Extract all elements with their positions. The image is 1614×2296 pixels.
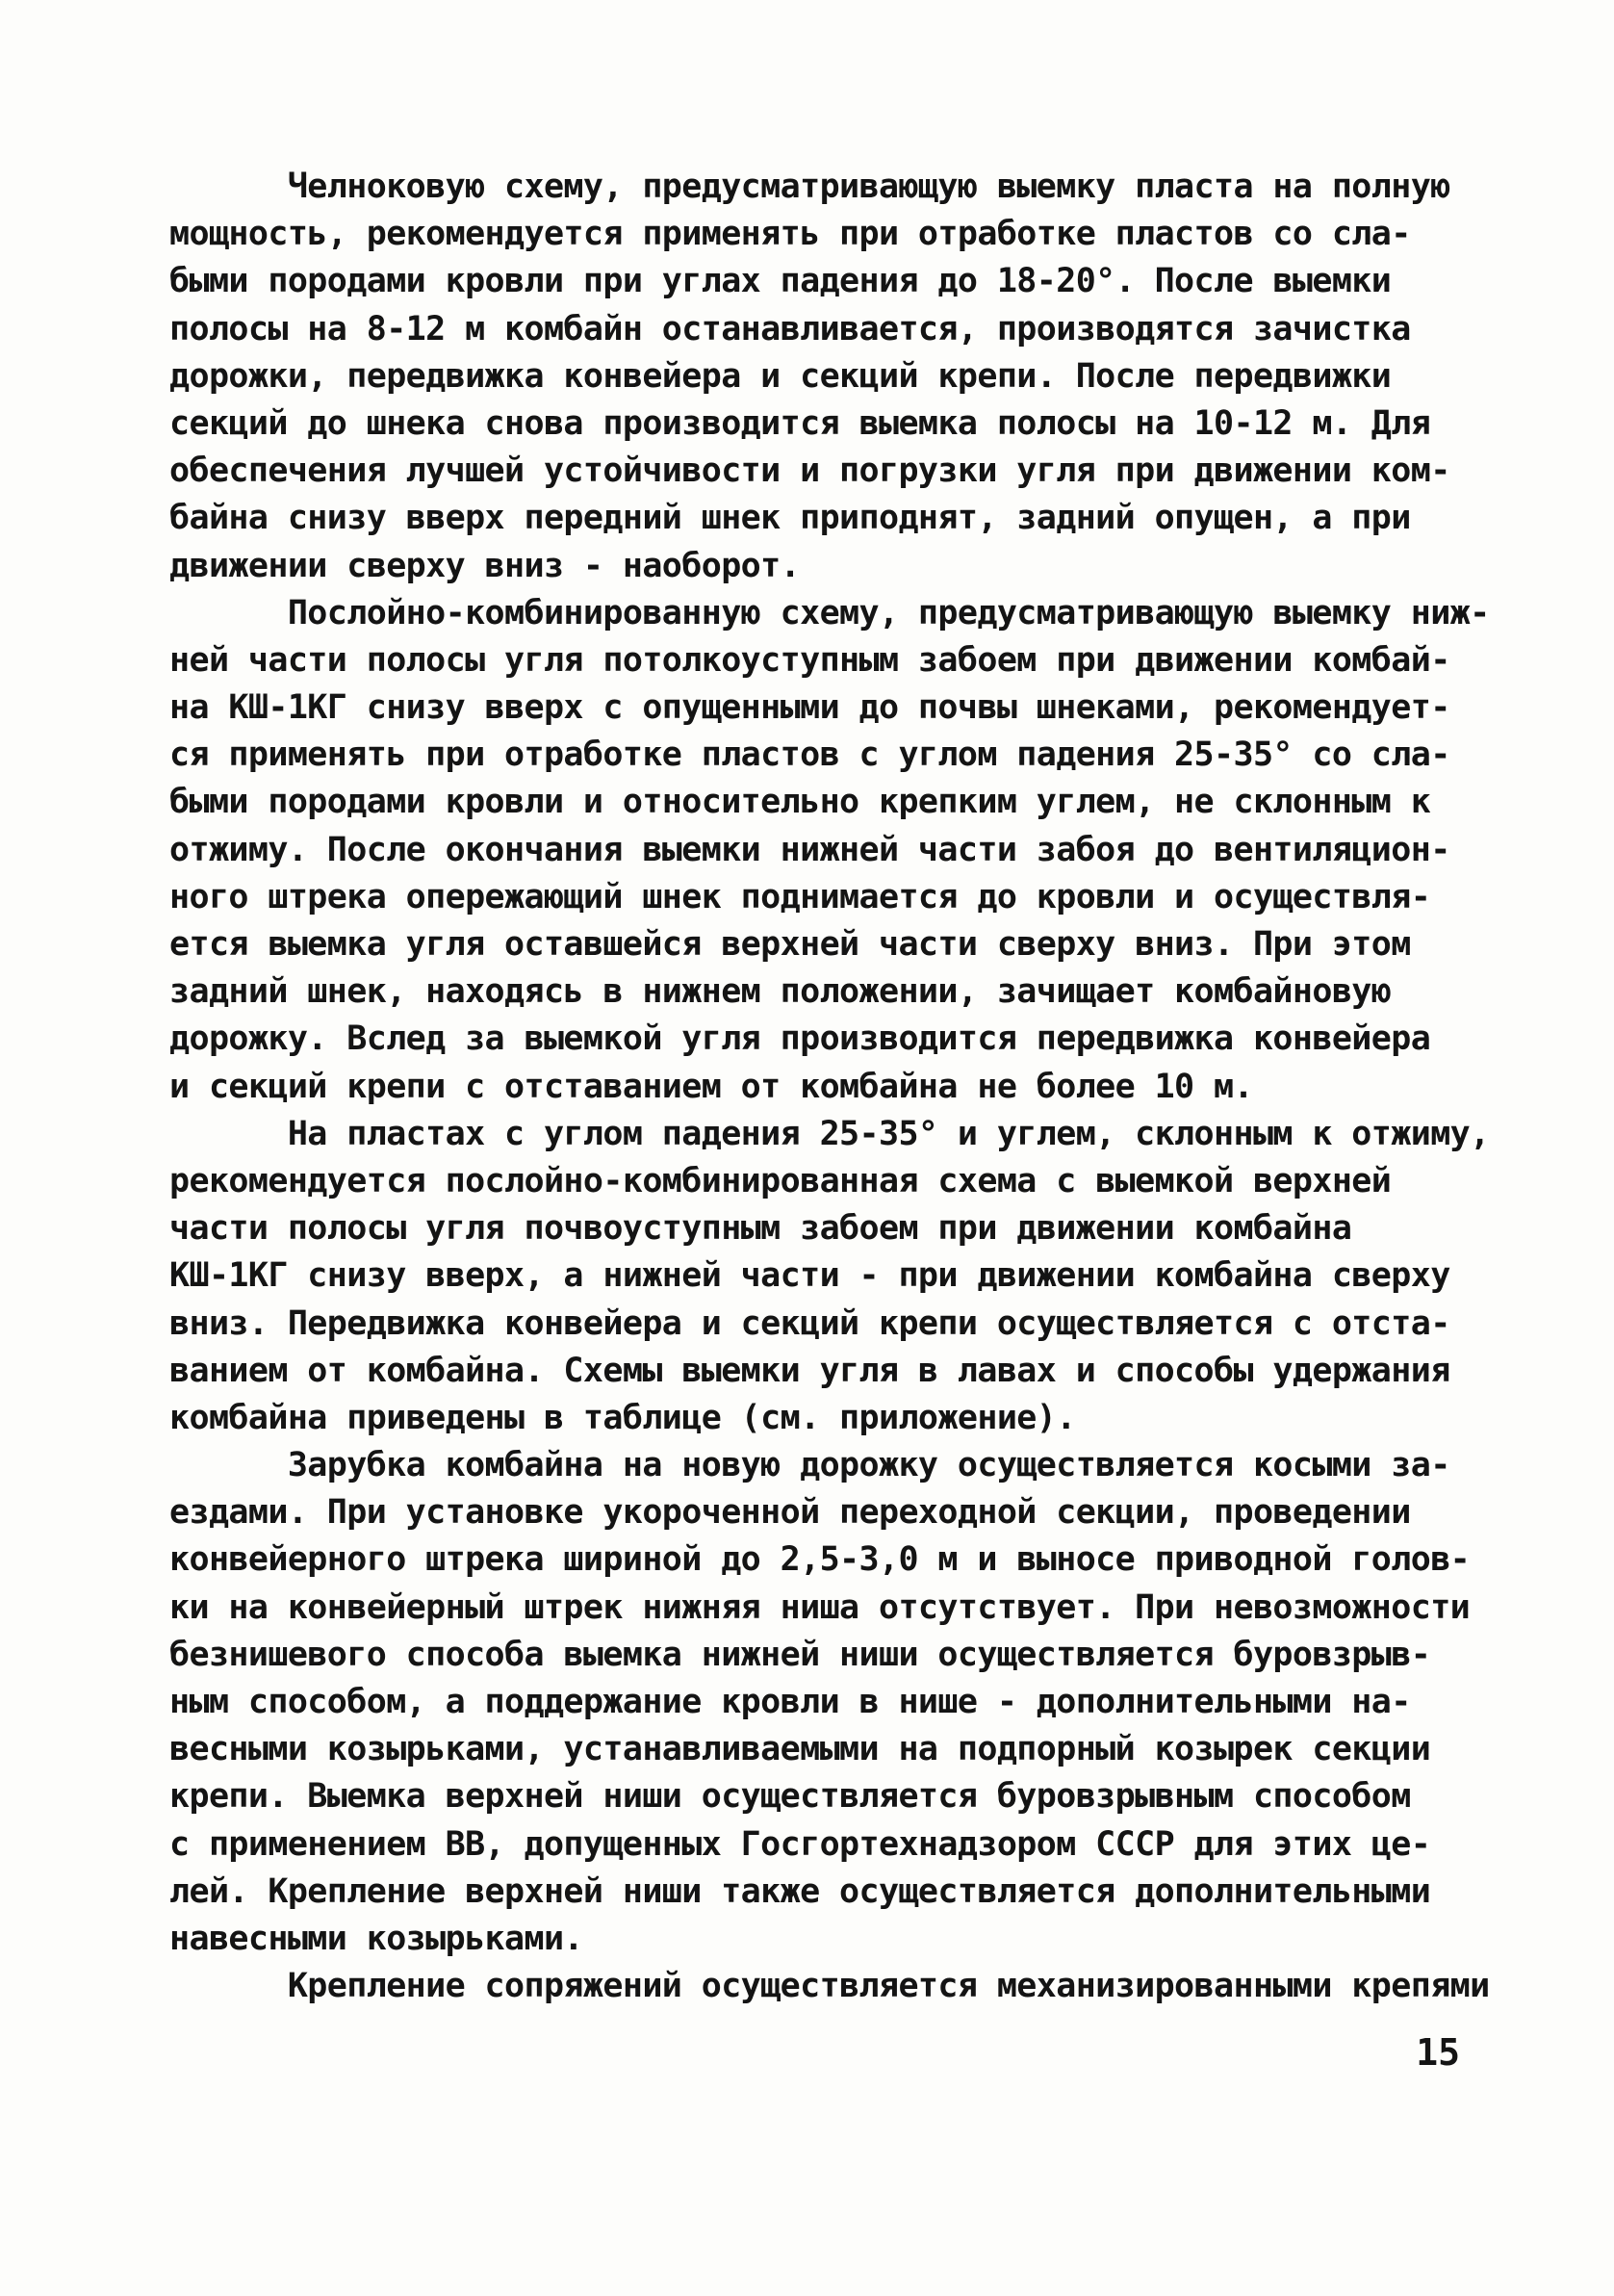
text-line: Зарубка комбайна на новую дорожку осуществляется косыми за- — [169, 1446, 1450, 1485]
text-line: быми породами кровли при углах падения до 18-20°. После выемки — [169, 262, 1392, 301]
text-line: лей. Крепление верхней ниши также осуществляется дополнительными — [169, 1871, 1431, 1911]
text-line: движении сверху вниз - наоборот. — [169, 546, 801, 585]
text-line: ней части полосы угля потолкоуступным забоем при движении комбай- — [169, 640, 1450, 680]
text-line: мощность, рекомендуется применять при отработке пластов со сла- — [169, 215, 1411, 254]
text-line: Крепление сопряжений осуществляется механизированными крепями — [169, 1967, 1490, 2006]
text-line: весными козырьками, устанавливаемыми на подпорный козырек секции — [169, 1730, 1431, 1769]
text-line: ездами. При установке укороченной переходной секции, проведении — [169, 1493, 1411, 1533]
text-line: ного штрека опережающий шнек поднимается до кровли и осуществля- — [169, 877, 1431, 916]
text-line: Послойно-комбинированную схему, предусматривающую выемку ниж- — [169, 593, 1490, 632]
text-line: обеспечения лучшей устойчивости и погрузки угля при движении ком- — [169, 451, 1450, 491]
text-line: и секций крепи с отставанием от комбайна не более 10 м. — [169, 1067, 1253, 1106]
text-line: на КШ-1КГ снизу вверх с опущенными до почвы шнеками, рекомендует- — [169, 688, 1450, 728]
text-line: крепи. Выемка верхней ниши осуществляется буровзрывным способом — [169, 1777, 1411, 1817]
text-line: конвейерного штрека шириной до 2,5-3,0 м и выносе приводной голов- — [169, 1540, 1471, 1580]
text-line: ется выемка угля оставшейся верхней части сверху вниз. При этом — [169, 925, 1411, 964]
page-number: 15 — [1416, 2031, 1460, 2074]
text-line: Челноковую схему, предусматривающую выемку пласта на полную — [169, 168, 1450, 206]
text-line: КШ-1КГ снизу вверх, а нижней части - при движении комбайна сверху — [169, 1256, 1450, 1296]
text-line: быми породами кровли и относительно крепким углем, не склонным к — [169, 783, 1431, 822]
text-line: ся применять при отработке пластов с углом падения 25-35° со сла- — [169, 735, 1450, 775]
text-line: части полосы угля почвоуступным забоем при движении комбайна — [169, 1209, 1352, 1249]
text-line: дорожку. Вслед за выемкой угля производится передвижка конвейера — [169, 1019, 1431, 1059]
text-line: комбайна приведены в таблице (см. приложение). — [169, 1398, 1076, 1437]
text-line: ванием от комбайна. Схемы выемки угля в лавах и способы удержания — [169, 1351, 1450, 1390]
body-text — [169, 164, 1490, 2010]
text-line: рекомендуется послойно-комбинированная схема с выемкой верхней — [169, 1161, 1392, 1200]
text-line: На пластах с углом падения 25-35° и углем, склонным к отжиму, — [169, 1114, 1490, 1153]
text-line: полосы на 8-12 м комбайн останавливается, производятся зачистка — [169, 309, 1411, 348]
text-line: с применением ВВ, допущенных Госгортехнадзором СССР для этих це- — [169, 1824, 1431, 1864]
text-line: задний шнек, находясь в нижнем положении, зачищает комбайновую — [169, 972, 1392, 1012]
text-line: безнишевого способа выемка нижней ниши осуществляется буровзрыв- — [169, 1635, 1431, 1674]
text-line: навесными козырьками. — [169, 1919, 583, 1958]
text-line: отжиму. После окончания выемки нижней части забоя до вентиляцион- — [169, 830, 1450, 869]
text-line: дорожки, передвижка конвейера и секций крепи. После передвижки — [169, 356, 1392, 396]
text-line: байна снизу вверх передний шнек приподнят, задний опущен, а при — [169, 499, 1411, 538]
text-line: секций до шнека снова производится выемка полосы на 10-12 м. Для — [169, 403, 1431, 443]
text-line: ки на конвейерный штрек нижняя ниша отсутствует. При невозможности — [169, 1587, 1471, 1627]
text-line: вниз. Передвижка конвейера и секций крепи осуществляется с отста- — [169, 1303, 1450, 1343]
text-line: ным способом, а поддержание кровли в нише - дополнительными на- — [169, 1683, 1411, 1721]
